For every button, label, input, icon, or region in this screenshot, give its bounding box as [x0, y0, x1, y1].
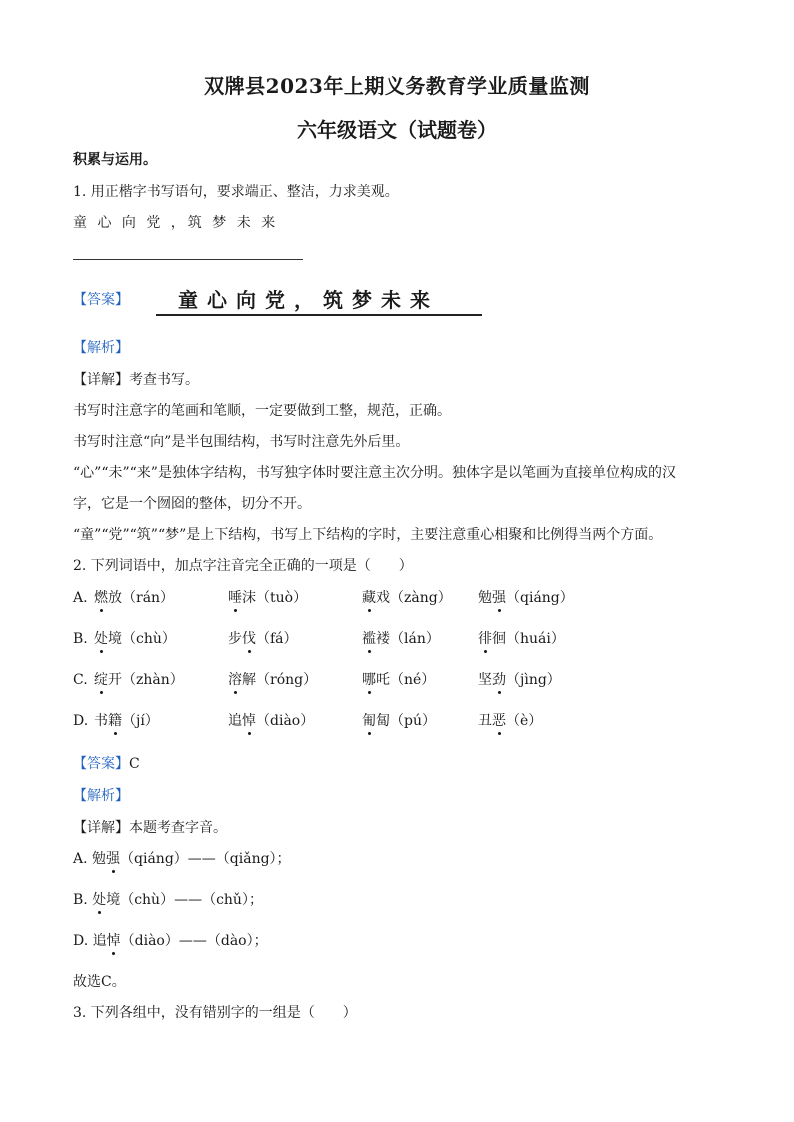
q2-explanation	[73, 849, 291, 869]
q2-option-word	[478, 629, 565, 649]
dotted-char: 籍	[108, 713, 122, 729]
q1-answer-label: 【答案】	[73, 292, 129, 308]
word-suffix: （qiáng）	[506, 590, 574, 606]
explanation-suffix: 境（chù）——（chǔ）；	[106, 892, 263, 908]
q3-stem: 3. 下列各组中，没有错别字的一组是（ ）	[73, 1005, 357, 1021]
q2-conclusion: 故选C。	[73, 974, 126, 990]
q2-option-word	[362, 670, 435, 690]
word-suffix: 戏（zàng）	[376, 590, 452, 606]
q1-line-1: 书写时注意字的笔画和笔顺，一定要做到工整，规范，正确。	[73, 403, 451, 419]
q1-detail: 【详解】考查书写。	[73, 372, 199, 388]
dotted-char: 哪	[362, 672, 376, 688]
dotted-char: 伐	[242, 631, 256, 647]
dotted-char: 处	[94, 631, 108, 647]
dotted-char: 绽	[94, 672, 108, 688]
word-suffix: （jí）	[122, 713, 159, 729]
explanation-prefix: D. 追	[73, 933, 107, 949]
q2-option-word	[362, 588, 452, 608]
q2-option-label: A.	[73, 590, 88, 606]
word-prefix: 勉	[478, 590, 492, 606]
dotted-char: 处	[92, 892, 107, 908]
document-subtitle: 六年级语文（试题卷）	[297, 118, 497, 142]
q2-option-word	[228, 711, 314, 731]
word-prefix: 坚	[478, 672, 492, 688]
word-suffix: 褛（lán）	[376, 631, 440, 647]
q2-option-word	[228, 629, 298, 649]
q2-option-word	[362, 711, 436, 731]
q1-line-5: “童”“党”“筑”“梦”是上下结构，书写上下结构的字时，主要注意重心相聚和比例得当两个方面。	[73, 527, 663, 543]
word-prefix: 书	[94, 713, 108, 729]
q2-option-word	[94, 711, 159, 731]
dotted-char: 恶	[492, 713, 506, 729]
dotted-char: 强	[492, 590, 506, 606]
q1-analysis-label: 【解析】	[73, 340, 129, 356]
q2-option-word	[478, 711, 542, 731]
explanation-suffix: （qiáng）——（qiǎng）；	[120, 851, 291, 867]
word-suffix: （jìng）	[506, 672, 561, 688]
q1-stem: 1. 用正楷字书写语句，要求端正、整洁，力求美观。	[73, 184, 399, 200]
q2-detail: 【详解】本题考查字音。	[73, 820, 227, 836]
word-suffix: 开（zhàn）	[108, 672, 184, 688]
dotted-char: 悼	[106, 933, 121, 949]
q2-option-word	[94, 670, 184, 690]
dotted-char: 徘	[478, 631, 492, 647]
word-suffix: 境（chù）	[108, 631, 176, 647]
q2-option-word	[478, 670, 561, 690]
word-suffix: 匐（pú）	[376, 713, 436, 729]
word-suffix: 沫（tuò）	[242, 590, 308, 606]
word-prefix: 步	[228, 631, 242, 647]
dotted-char: 悼	[242, 713, 256, 729]
q2-option-word	[478, 588, 574, 608]
word-suffix: 放（rán）	[108, 590, 175, 606]
q2-option-word	[362, 629, 440, 649]
q2-analysis-label: 【解析】	[73, 788, 129, 804]
word-suffix: 徊（huái）	[492, 631, 565, 647]
word-suffix: （è）	[506, 713, 543, 729]
dotted-char: 唾	[228, 590, 242, 606]
q1-answer-blank	[73, 259, 303, 260]
document-title: 双牌县2023年上期义务教育学业质量监测	[204, 74, 590, 98]
dotted-char: 强	[106, 851, 121, 867]
explanation-suffix: （diào）——（dào）；	[120, 933, 268, 949]
q2-answer-value: C	[129, 756, 140, 772]
q2-option-label: D.	[73, 713, 89, 729]
word-suffix: 吒（né）	[376, 672, 436, 688]
q2-answer	[73, 754, 140, 774]
dotted-char: 褴	[362, 631, 376, 647]
q2-option-word	[94, 629, 176, 649]
explanation-prefix: B.	[73, 892, 93, 908]
section-heading: 积累与运用。	[73, 152, 157, 168]
dotted-char: 劲	[492, 672, 506, 688]
word-prefix: 丑	[478, 713, 492, 729]
q1-answer-text: 童心向党，筑梦未来	[178, 288, 439, 312]
q2-stem: 2. 下列词语中，加点字注音完全正确的一项是（ ）	[73, 558, 413, 574]
dotted-char: 匍	[362, 713, 376, 729]
q1-line-3: “心”“未”“来”是独体字结构，书写独字体时要注意主次分明。独体字是以笔画为直接单位构成的汉	[73, 465, 676, 481]
q2-explanation	[73, 931, 268, 951]
q1-line-2: 书写时注意“向”是半包围结构，书写时注意先外后里。	[73, 434, 410, 450]
q1-answer-box	[156, 280, 482, 316]
dotted-char: 燃	[94, 590, 108, 606]
dotted-char: 藏	[362, 590, 376, 606]
dotted-char: 溶	[228, 672, 242, 688]
q2-option-label: B.	[73, 631, 88, 647]
q2-option-word	[94, 588, 174, 608]
word-suffix: （diào）	[256, 713, 315, 729]
word-suffix: 解（róng）	[242, 672, 318, 688]
q1-text: 童 心 向 党 ，筑 梦 未 来	[73, 215, 279, 231]
q2-option-word	[228, 588, 307, 608]
explanation-prefix: A. 勉	[73, 851, 107, 867]
word-prefix: 追	[228, 713, 242, 729]
q2-option-label: C.	[73, 672, 88, 688]
q2-option-word	[228, 670, 317, 690]
q1-line-4: 字，它是一个囫囵的整体，切分不开。	[73, 496, 311, 512]
q2-explanation	[73, 890, 263, 910]
word-suffix: （fá）	[256, 631, 298, 647]
q2-answer-label: 【答案】	[73, 756, 129, 772]
